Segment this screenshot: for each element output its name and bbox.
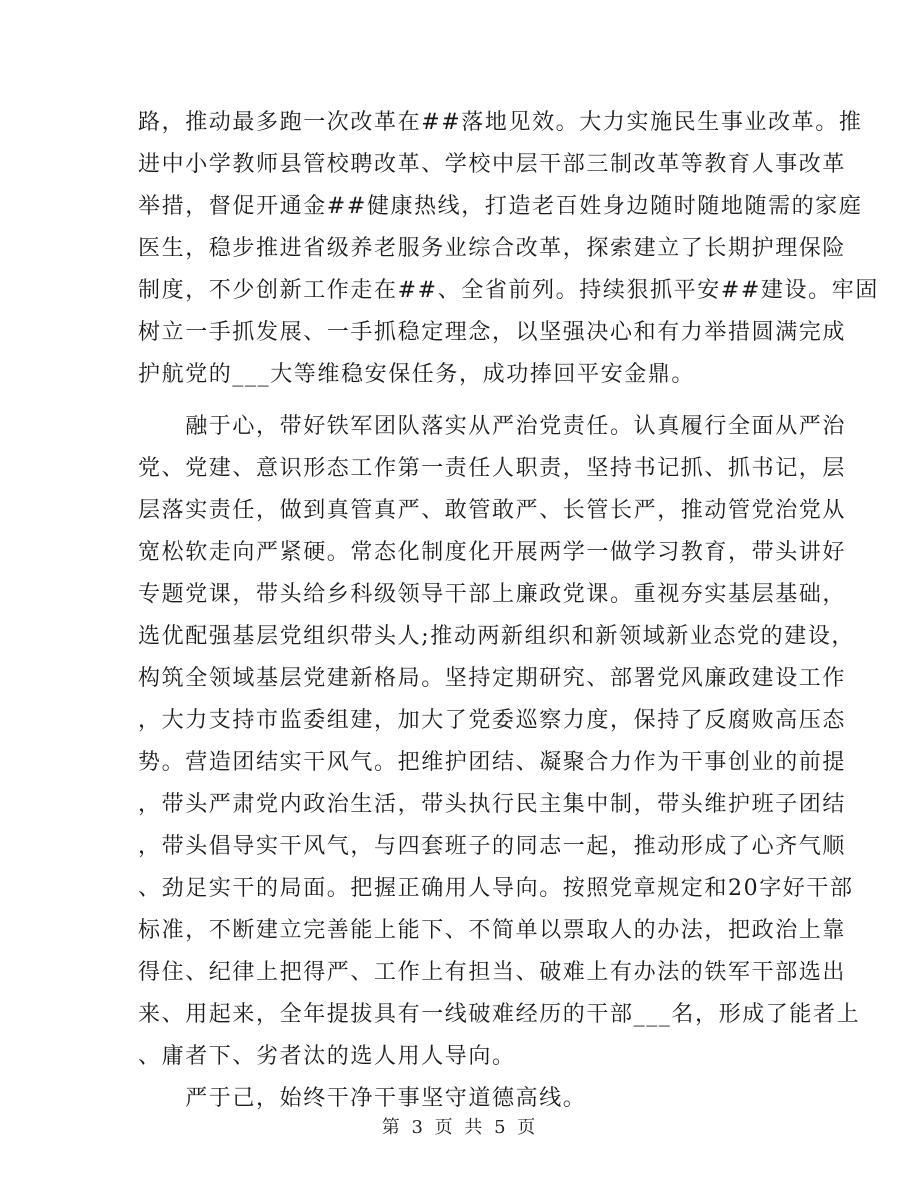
text-line: 构筑全领域基层党建新格局。坚持定期研究、部署党风廉政建设工作	[138, 666, 847, 691]
text-line: 选优配强基层党组织带头人;推动两新组织和新领域新业态党的建设，	[138, 624, 856, 649]
text-line: 标准，不断建立完善能上能下、不简单以票取人的办法，把政治上靠	[138, 918, 847, 943]
text-line: 、庸者下、劣者汰的选人用人导向。	[138, 1044, 516, 1069]
text-line: 举措，督促开通金##健康热线，打造老百姓身边随时随地随需的家庭	[138, 194, 863, 219]
text-line: 融于心，带好铁军团队落实从严治党责任。认真履行全面从严治	[138, 414, 847, 439]
text-line: 树立一手抓发展、一手抓稳定理念，以坚强决心和有力举措圆满完成	[138, 320, 847, 345]
text-line: 势。营造团结实干风气。把维护团结、凝聚合力作为干事创业的前提	[138, 750, 847, 775]
text-line: 医生，稳步推进省级养老服务业综合改革，探索建立了长期护理保险	[138, 236, 847, 261]
text-line: 专题党课，带头给乡科级领导干部上廉政党课。重视夯实基层基础，	[138, 582, 847, 607]
text-line: 、劲足实干的局面。把握正确用人导向。按照党章规定和20字好干部	[138, 876, 854, 901]
text-line: 严于己，始终干净干事坚守道德高线。	[138, 1086, 587, 1111]
text-line: ，带头严肃党内政治生活，带头执行民主集中制，带头维护班子团结	[138, 792, 847, 817]
text-line: ，大力支持市监委组建，加大了党委巡察力度，保持了反腐败高压态	[138, 708, 847, 733]
text-line: 宽松软走向严紧硬。常态化制度化开展两学一做学习教育，带头讲好	[138, 540, 847, 565]
text-line: 进中小学教师县管校聘改革、学校中层干部三制改革等教育人事改革	[138, 152, 847, 177]
page-number-footer: 第 3 页 共 5 页	[381, 1117, 539, 1138]
text-line: ，带头倡导实干风气，与四套班子的同志一起，推动形成了心齐气顺	[138, 834, 847, 859]
text-line: 得住、纪律上把得严、工作上有担当、破难上有办法的铁军干部选出	[138, 960, 847, 985]
text-line: 层落实责任，做到真管真严、敢管敢严、长管长严，推动管党治党从	[138, 498, 847, 523]
text-line: 党、党建、意识形态工作第一责任人职责，坚持书记抓、抓书记，层	[138, 456, 847, 481]
text-line: 护航党的___大等维稳安保任务，成功捧回平安金鼎。	[138, 362, 696, 387]
text-line: 制度，不少创新工作走在##、全省前列。持续狠抓平安##建设。牢固	[138, 278, 879, 303]
text-line: 来、用起来，全年提拔具有一线破难经历的干部___名，形成了能者上	[138, 1002, 861, 1027]
text-line: 路，推动最多跑一次改革在##落地见效。大力实施民生事业改革。推	[138, 110, 863, 135]
